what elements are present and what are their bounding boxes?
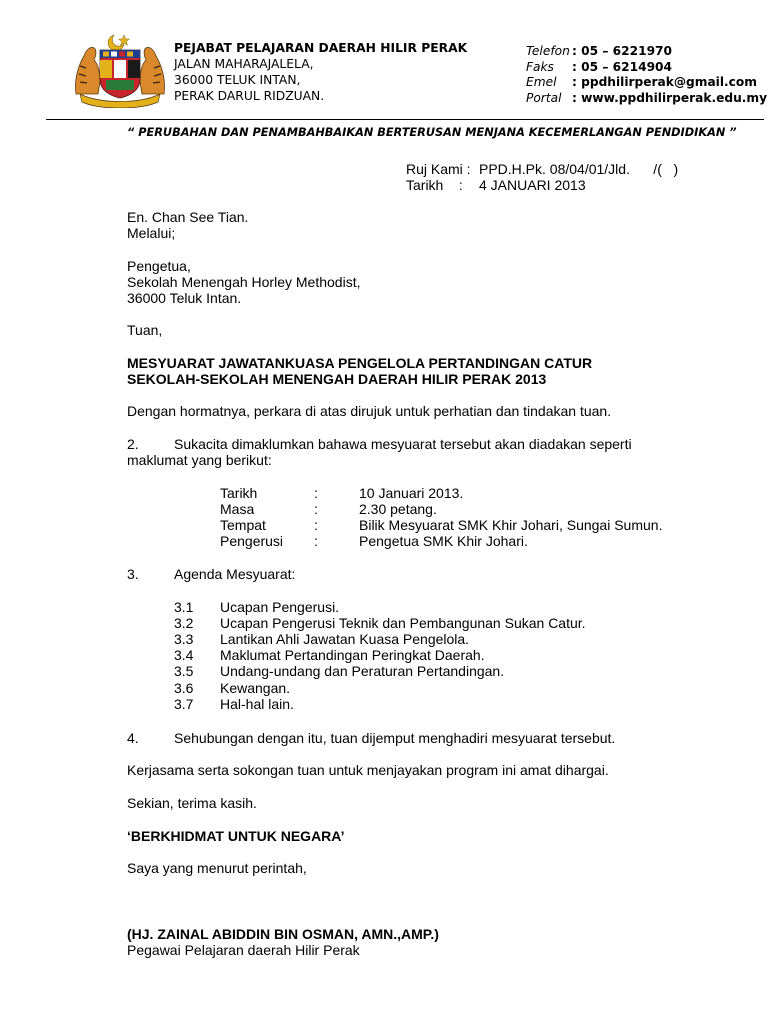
agenda-item: 3.1 Ucapan Pengerusi. [174,599,340,615]
agenda-item: 3.7 Hal-hal lain. [174,696,294,712]
contact-telefon: Telefon : 05 – 6221970 [526,44,673,58]
agenda-item: 3.2 Ucapan Pengerusi Teknik dan Pembangunan Sukan Catur. [174,615,586,631]
agenda-item: 3.5 Undang-undang dan Peraturan Pertandingan. [174,663,505,679]
intro-paragraph: Dengan hormatnya, perkara di atas dirujuk untuk perhatian dan tindakan tuan. [127,403,612,419]
para3-text: Agenda Mesyuarat: [174,566,296,582]
office-name: PEJABAT PELAJARAN DAERAH HILIR PERAK [174,41,468,55]
recipient-line-2: Sekolah Menengah Horley Methodist, [127,274,361,290]
address-line-2: 36000 TELUK INTAN, [174,73,301,87]
office-address [174,40,467,104]
malaysia-coat-of-arms-icon [70,32,170,108]
detail-row: Tarikh : 10 Januari 2013. [220,485,464,501]
agenda-item: 3.6 Kewangan. [174,680,291,696]
subject-line-1: MESYUARAT JAWATANKUASA PENGELOLA PERTANDINGAN CATUR [127,355,593,371]
detail-row: Masa : 2.30 petang. [220,501,437,517]
recipient-line-3: 36000 Teluk Intan. [127,290,242,306]
reference-date: Tarikh : 4 JANUARI 2013 [406,177,586,193]
contact-faks: Faks : 05 – 6214904 [526,59,673,74]
signatory-title: Pegawai Pelajaran daerah Hilir Perak [127,942,360,958]
address-line-3: PERAK DARUL RIDZUAN. [174,89,325,103]
agenda-item: 3.3 Lantikan Ahli Jawatan Kuasa Pengelola. [174,631,470,647]
motto: “ PERUBAHAN DAN PENAMBAHBAIKAN BERTERUSAN MENJANA KECEMERLANGAN PENDIDIKAN ” [127,126,737,139]
subject-line-2: SEKOLAH-SEKOLAH MENENGAH DAERAH HILIR PERAK 2013 [127,371,547,387]
recipient-name: En. Chan See Tian. [127,209,249,225]
para4-number: 4. [127,730,139,746]
closing-thanks: Sekian, terima kasih. [127,795,257,811]
para2-line-2: maklumat yang berikut: [127,452,272,468]
address-line-1: JALAN MAHARAJALELA, [174,57,314,71]
salutation: Tuan, [127,322,163,338]
closing-paragraph: Kerjasama serta sokongan tuan untuk menjayakan program ini amat dihargai. [127,762,609,778]
para4-text: Sehubungan dengan itu, tuan dijemput menghadiri mesyuarat tersebut. [174,730,616,746]
reference-number: Ruj Kami : PPD.H.Pk. 08/04/01/Jld. /( ) [406,161,679,177]
detail-row: Pengerusi : Pengetua SMK Khir Johari. [220,533,528,549]
para2-number: 2. [127,436,139,452]
contact-emel: Emel : ppdhilirperak@gmail.com [526,75,757,89]
slogan: ‘BERKHIDMAT UNTUK NEGARA’ [127,828,345,844]
detail-row: Tempat : Bilik Mesyuarat SMK Khir Johari, Sungai Sumun. [220,517,663,533]
agenda-item: 3.4 Maklumat Pertandingan Peringkat Daerah. [174,647,485,663]
recipient-via: Melalui; [127,225,176,241]
para3-number: 3. [127,566,139,582]
para2-line-1: Sukacita dimaklumkan bahawa mesyuarat tersebut akan diadakan seperti [174,436,632,452]
contact-block [526,44,767,106]
header-divider [46,119,764,120]
by-order-line: Saya yang menurut perintah, [127,860,307,876]
recipient-line-1: Pengetua, [127,258,191,274]
contact-portal: Portal : www.ppdhilirperak.edu.my [526,90,768,105]
signatory-name: (HJ. ZAINAL ABIDDIN BIN OSMAN, AMN.,AMP.) [127,926,439,942]
